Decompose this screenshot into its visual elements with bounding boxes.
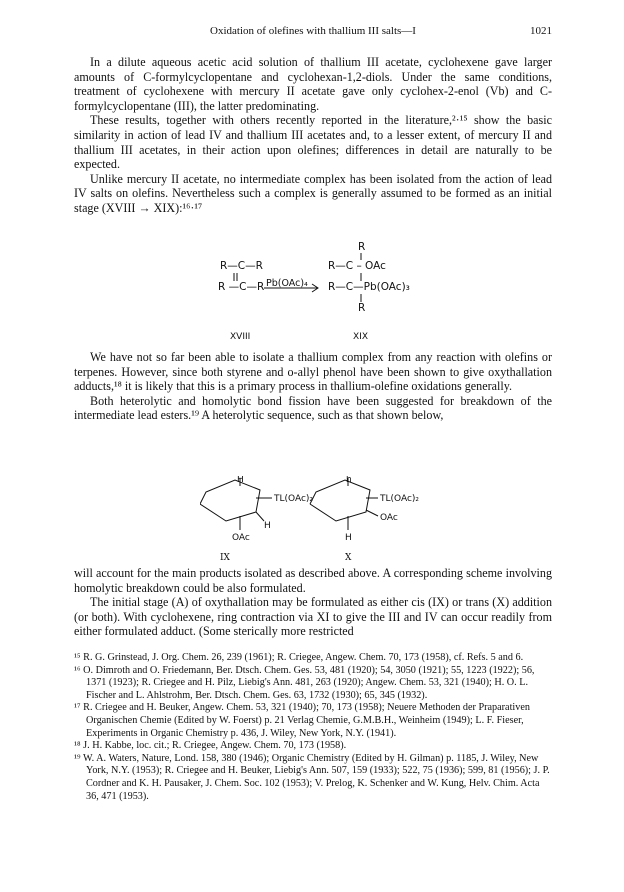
paragraph-4: We have not so far been able to isolate a thallium complex from any reaction with olefins or terpenes. However, since both styrene and o-allyl phenol have been shown to give oxythallation adducts,¹⁸ it is likely that this is a primary process in thallium-olefine oxidations generally. — [74, 350, 552, 394]
running-title: Oxidation of olefines with thallium III salts—I — [210, 25, 416, 37]
paragraph-1: In a dilute aqueous acetic acid solution of thallium III acetate, cyclohexene gave larger amounts of C-formylcyclopentane and cyclohexan-1,2-diols. Under the same conditions, treatment of cyclohexene with mercury II acetate gave only cyclohex-2-enol (Vb) and C-formylcyclopentane (III), the latter predominating. — [74, 55, 552, 113]
scheme-1-svg — [200, 236, 440, 346]
label-x: X — [345, 553, 352, 563]
scheme1-reagent: Pb(OAc)₄ — [266, 278, 308, 289]
scheme1-right-top: R—C – OAc — [328, 260, 386, 272]
scheme-ix-and-x — [200, 476, 460, 566]
scheme-2-svg — [200, 476, 460, 566]
footnote-16: ¹⁶ O. Dimroth and O. Friedemann, Ber. Dtsch. Chem. Ges. 53, 481 (1920); 54, 3050 (1921); 55, 1223 (1922); 56, 1371 (1923); R. Criegee and H. Pilz, Liebig's Ann. 481, 263 (1920); Angew. Chem. 53, 321 (1940); H. O. L. Fischer and L. Ahlstrohm, Ber. Dtsch. Chem. Ges. 63, 1732 (1930); 65, 345 (1932). — [74, 664, 535, 701]
oac-left: OAc — [232, 533, 250, 543]
scheme1-left-top: R—C—R — [220, 260, 263, 272]
scheme1-right-r-top: R — [358, 241, 366, 253]
footnote-15: ¹⁵ R. G. Grinstead, J. Org. Chem. 26, 239 (1961); R. Criegee, Angew. Chem. 70, 173 (1958), cf. Refs. 5 and 6. — [74, 652, 524, 663]
running-header — [74, 25, 552, 41]
tl-right: TL(OAc)₂ — [380, 494, 420, 504]
bond-oac-right — [366, 510, 378, 516]
paragraph-6: will account for the main products isolated as described above. A corresponding scheme involving homolytic breakdown could be also formulated. — [74, 566, 552, 595]
tl-left: TL(OAc)₂ — [274, 494, 314, 504]
scheme1-right-bottom: R—C—Pb(OAc)₃ — [328, 281, 410, 293]
footnote-17: ¹⁷ R. Criegee and H. Beuker, Angew. Chem. 53, 321 (1940); 70, 173 (1958); Neuere Methoden der Praparativen Organischen Chemie (Edited by W. Foerst) p. 21 Verlag Chemie, G.M.B.H., Weinheim (1949); L. F. Fieser, Experiments in Organic Chemistry p. 436, J. Wiley, New York, N.Y. (1941). — [74, 702, 530, 739]
scheme1-right-r-bottom: R — [358, 302, 366, 314]
h-axial-left: H — [264, 521, 271, 531]
paragraph-5: Both heterolytic and homolytic bond fission have been suggested for breakdown of the intermediate lead esters.¹⁹ A heterolytic sequence, such as that shown below, — [74, 393, 552, 423]
scheme1-label-xviii: XVIII — [230, 332, 251, 342]
paragraph-2: These results, together with others recently reported in the literature,²·¹⁵ show the basic similarity in action of lead IV and thallium III acetates and, to a lesser extent, of mercury II and thallium III acetates, in their action upon olefines; differences in detail are naturally to be expected. — [74, 113, 552, 172]
text-block-1 — [74, 55, 552, 216]
scheme1-left-bottom: R —C—R — [218, 281, 265, 293]
label-ix: IX — [220, 553, 230, 563]
footnote-18: ¹⁸ J. H. Kabbe, loc. cit.; R. Criegee, Angew. Chem. 70, 173 (1958). — [74, 740, 347, 752]
h-left: H — [237, 476, 244, 485]
bond-h-axial-left — [256, 512, 264, 521]
text-block-3 — [74, 566, 552, 639]
paragraph-3: Unlike mercury II acetate, no intermediate complex has been isolated from the action of lead IV salts on olefins. Nevertheless such a complex is generally assumed to be formed as an initial stage (XVIII → XIX):¹⁶·¹⁷ — [74, 171, 552, 215]
scheme1-label-xix: XIX — [353, 332, 368, 342]
text-block-2 — [74, 350, 552, 423]
page-number: 1021 — [530, 25, 552, 37]
scheme-xviii-to-xix — [200, 236, 440, 346]
cyclohexane-ring-right — [310, 480, 370, 521]
h-right: h — [346, 476, 352, 485]
footnotes — [74, 652, 552, 803]
h-bottom-right: H — [345, 533, 352, 543]
footnote-19: ¹⁹ W. A. Waters, Nature, Lond. 158, 380 (1946); Organic Chemistry (Edited by H. Gilman) p. 1185, J. Wiley, New York, N.Y. (1953); R. Criegee and H. Beuker, Liebig's Ann. 507, 159 (1933); 522, 75 (1936); 599, 81 (1956); J. P. Cordner and K. H. Pausaker, J. Chem. Soc. 102 (1953); V. Prelog, K. Schenker and W. Kung, Helv. Chim. Acta 36, 471 (1953). — [74, 752, 550, 802]
oac-right: OAc — [380, 513, 398, 523]
cyclohexane-ring-left — [200, 480, 260, 521]
paragraph-7: The initial stage (A) of oxythallation may be formulated as either cis (IX) or trans (X) addition (or both). With cyclohexene, ring contraction via XI to give the III and IV can occur readily from either formulated adduct. (Some sterically more restricted — [74, 595, 552, 639]
